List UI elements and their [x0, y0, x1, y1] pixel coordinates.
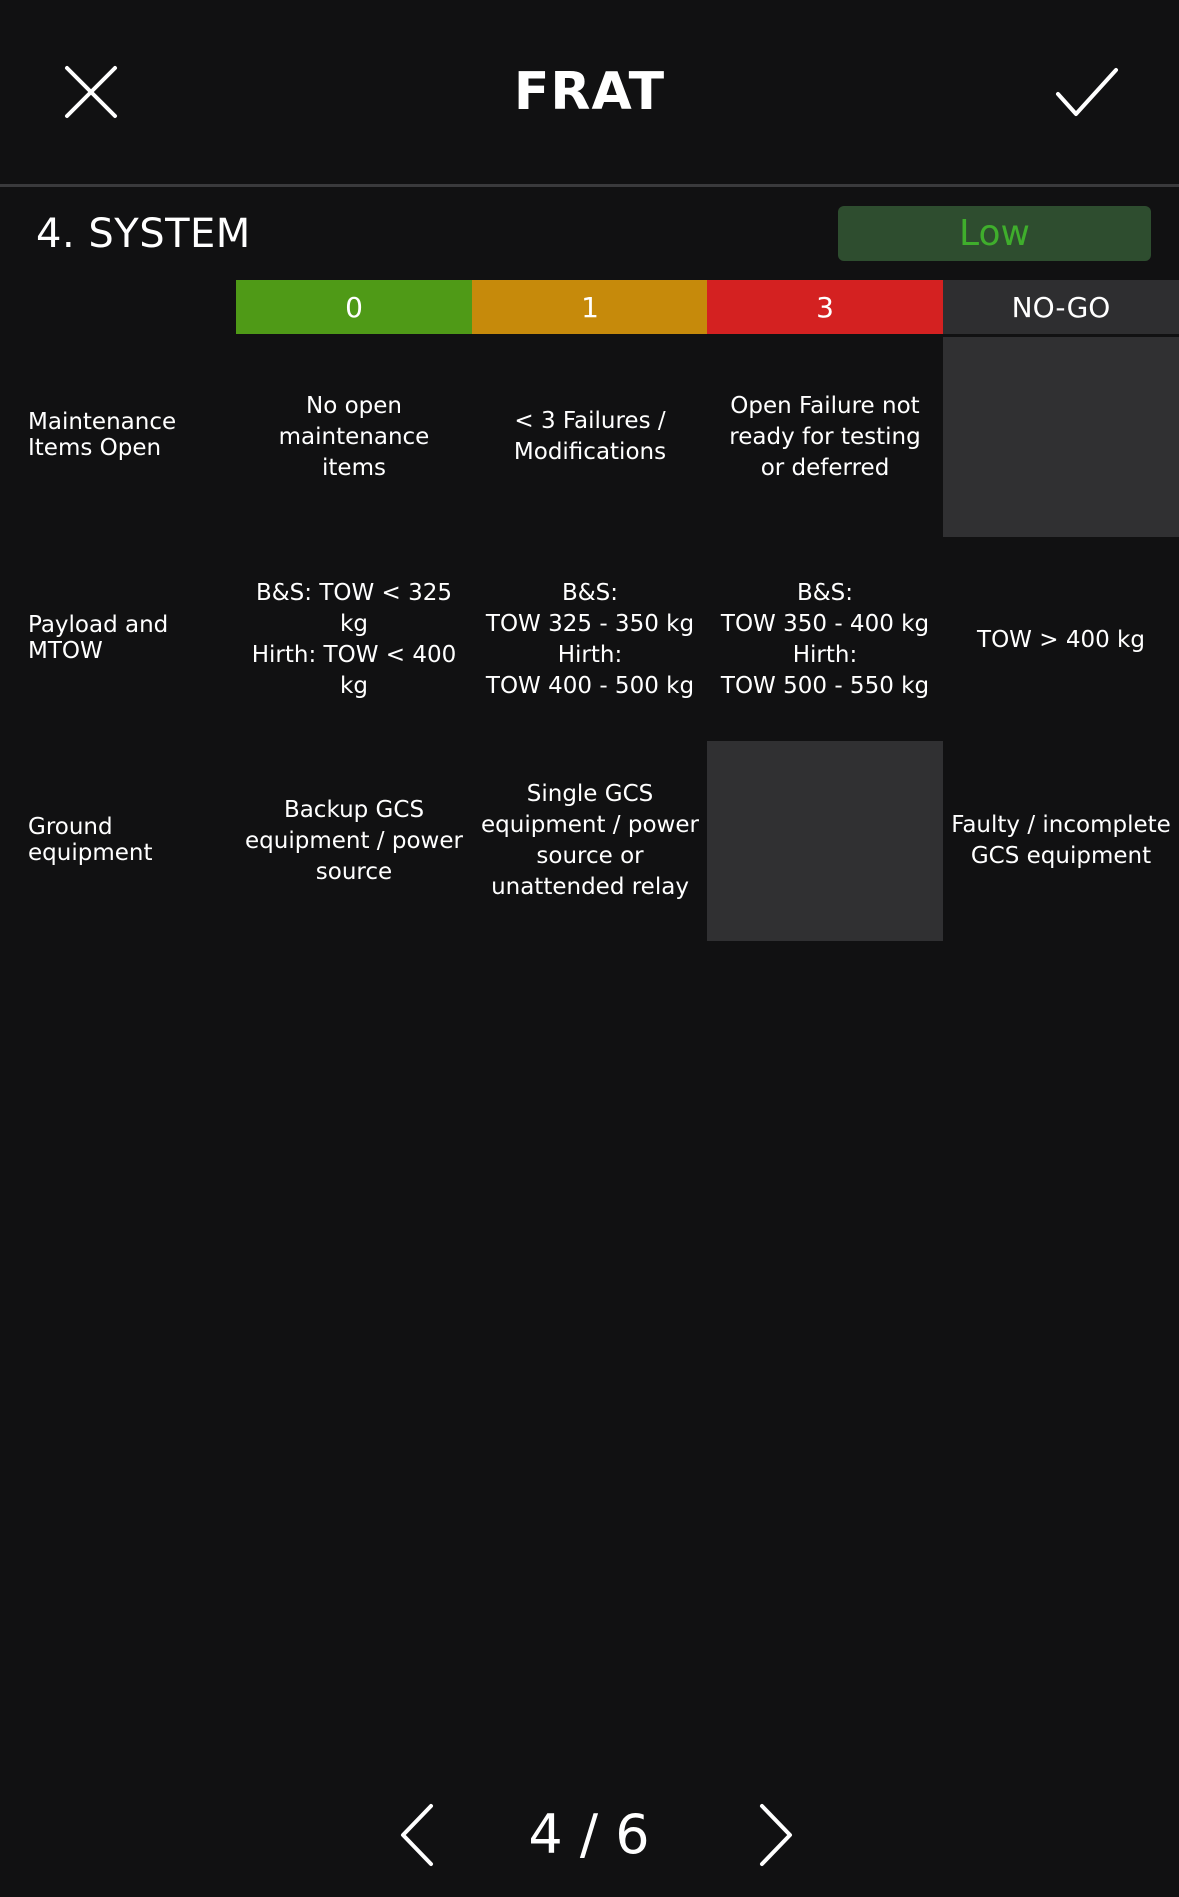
- option-cell[interactable]: TOW > 400 kg: [977, 626, 1145, 653]
- pager: [0, 1790, 1179, 1880]
- option-cell[interactable]: Single GCS equipment / power source or unattended relay: [481, 781, 699, 900]
- row-label-payload: Payload and MTOW: [28, 612, 169, 664]
- checkmark-icon: [1054, 64, 1120, 120]
- row-label-ground-equipment: Ground equipment: [28, 814, 153, 866]
- option-cell[interactable]: Backup GCS equipment / power source: [245, 796, 463, 885]
- risk-level-badge: Low: [838, 206, 1151, 261]
- column-header-no-go: NO-GO: [943, 280, 1179, 334]
- chevron-right-icon: [756, 1802, 796, 1868]
- option-cell[interactable]: Open Failure not ready for testing or deferred: [729, 392, 921, 481]
- column-header-score-3: 3: [707, 280, 943, 334]
- previous-page-button[interactable]: [372, 1790, 462, 1880]
- row-label-maintenance: Maintenance Items Open: [28, 409, 177, 461]
- option-cell[interactable]: B&S: TOW < 325 kg Hirth: TOW < 400 kg: [251, 580, 457, 699]
- column-header-score-1: 1: [472, 280, 708, 334]
- option-cell[interactable]: B&S: TOW 325 - 350 kg Hirth: TOW 400 - 500 kg: [485, 580, 695, 699]
- header-divider: [0, 184, 1179, 187]
- page-title: FRAT: [513, 62, 666, 122]
- top-bar: [0, 0, 1179, 184]
- chevron-left-icon: [397, 1802, 437, 1868]
- column-header-score-0: 0: [236, 280, 472, 334]
- next-page-button[interactable]: [731, 1790, 821, 1880]
- page-indicator: 4 / 6: [528, 1803, 650, 1866]
- option-cell[interactable]: B&S: TOW 350 - 400 kg Hirth: TOW 500 - 550 kg: [720, 580, 930, 699]
- option-cell[interactable]: Faulty / incomplete GCS equipment: [951, 812, 1171, 869]
- option-cell[interactable]: No open maintenance items: [278, 392, 430, 481]
- option-cell-disabled: [707, 741, 943, 941]
- option-cell-disabled: [943, 337, 1179, 537]
- confirm-button[interactable]: [1042, 47, 1132, 137]
- option-cell[interactable]: < 3 Failures / Modifications: [513, 408, 667, 465]
- section-title: 4. SYSTEM: [36, 211, 251, 257]
